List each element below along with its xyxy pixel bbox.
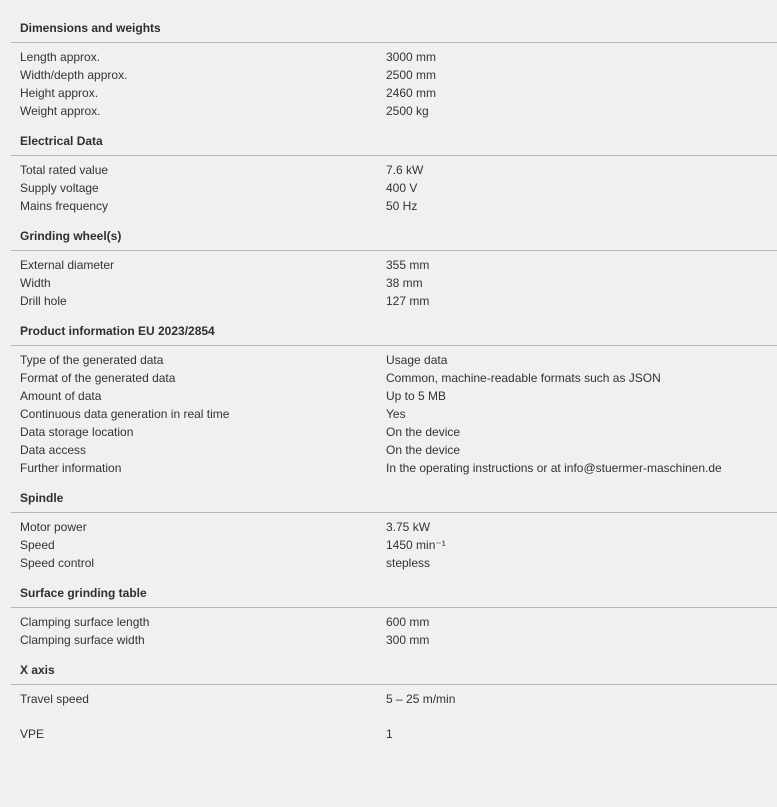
spec-row (0, 256, 777, 274)
spec-label: Clamping surface length (20, 615, 150, 629)
spec-row (0, 48, 777, 66)
spec-label: Speed control (20, 556, 95, 570)
spec-label: Continuous data generation in real time (20, 407, 230, 421)
spec-row (0, 518, 777, 536)
spec-rows (0, 346, 777, 477)
spec-label: Speed (20, 538, 55, 552)
spec-row (0, 351, 777, 369)
spec-label: Drill hole (20, 294, 67, 308)
spec-row (0, 423, 777, 441)
spec-value: 3.75 kW (386, 520, 431, 534)
vpe-value: 1 (386, 727, 393, 741)
vpe-label: VPE (20, 727, 45, 741)
spec-row (0, 613, 777, 631)
spec-rows (0, 513, 777, 572)
spec-section (0, 660, 777, 708)
section-title: Electrical Data (11, 131, 777, 156)
spec-value: 355 mm (386, 258, 430, 272)
spec-row (0, 554, 777, 572)
spec-value: 400 V (386, 181, 418, 195)
spec-value: Usage data (386, 353, 448, 367)
spec-row (0, 690, 777, 708)
spec-value: 50 Hz (386, 199, 418, 213)
section-title: Spindle (11, 488, 777, 513)
spec-label: Height approx. (20, 86, 99, 100)
spec-label: Travel speed (20, 692, 89, 706)
spec-row (0, 536, 777, 554)
spec-label: Supply voltage (20, 181, 99, 195)
spec-row (0, 161, 777, 179)
spec-label: Further information (20, 461, 122, 475)
spec-label: Mains frequency (20, 199, 109, 213)
spec-value: 7.6 kW (386, 163, 424, 177)
spec-value: 2500 mm (386, 68, 437, 82)
spec-value: Yes (386, 407, 406, 421)
spec-row (0, 405, 777, 423)
spec-label: Data storage location (20, 425, 134, 439)
spec-value: 127 mm (386, 294, 430, 308)
spec-label: Length approx. (20, 50, 101, 64)
spec-row (0, 102, 777, 120)
spec-label: Clamping surface width (20, 633, 145, 647)
spec-rows (0, 251, 777, 310)
spec-label: Total rated value (20, 163, 109, 177)
spec-row (0, 441, 777, 459)
spec-section (0, 18, 777, 120)
spec-value: 38 mm (386, 276, 423, 290)
spec-value: In the operating instructions or at info@stuermer-maschinen.de (386, 461, 722, 475)
spec-label: Motor power (20, 520, 87, 534)
spec-label: Format of the generated data (20, 371, 176, 385)
section-title: Surface grinding table (11, 583, 777, 608)
spec-value: stepless (386, 556, 431, 570)
spec-section (0, 321, 777, 477)
spec-rows (0, 156, 777, 215)
spec-value: On the device (386, 425, 461, 439)
section-title: Dimensions and weights (11, 18, 777, 43)
spec-value: 600 mm (386, 615, 430, 629)
spec-value: 1450 min⁻¹ (386, 538, 446, 552)
spec-value: 300 mm (386, 633, 430, 647)
spec-row (0, 369, 777, 387)
spec-value: 2500 kg (386, 104, 429, 118)
spec-row (0, 84, 777, 102)
spec-rows (0, 43, 777, 120)
spec-label: Weight approx. (20, 104, 101, 118)
spec-label: External diameter (20, 258, 115, 272)
section-title: Product information EU 2023/2854 (11, 321, 777, 346)
spec-rows (0, 608, 777, 649)
spec-value: Common, machine-readable formats such as JSON (386, 371, 661, 385)
spec-section (0, 583, 777, 649)
spec-value: Up to 5 MB (386, 389, 447, 403)
section-title: Grinding wheel(s) (11, 226, 777, 251)
spec-row (0, 197, 777, 215)
spec-label: Amount of data (20, 389, 102, 403)
spec-row (0, 292, 777, 310)
spec-row (0, 274, 777, 292)
spec-value: 3000 mm (386, 50, 437, 64)
spec-row (0, 387, 777, 405)
vpe-row (0, 725, 777, 743)
section-title: X axis (11, 660, 777, 685)
spec-row (0, 459, 777, 477)
spec-section (0, 488, 777, 572)
spec-section (0, 131, 777, 215)
spec-row (0, 66, 777, 84)
spec-label: Type of the generated data (20, 353, 164, 367)
spec-rows (0, 685, 777, 708)
spec-label: Data access (20, 443, 87, 457)
spec-row (0, 631, 777, 649)
spec-value: 5 – 25 m/min (386, 692, 456, 706)
spec-label: Width (20, 276, 51, 290)
spec-row (0, 179, 777, 197)
spec-label: Width/depth approx. (20, 68, 128, 82)
spec-value: 2460 mm (386, 86, 437, 100)
spec-section (0, 226, 777, 310)
spec-value: On the device (386, 443, 461, 457)
